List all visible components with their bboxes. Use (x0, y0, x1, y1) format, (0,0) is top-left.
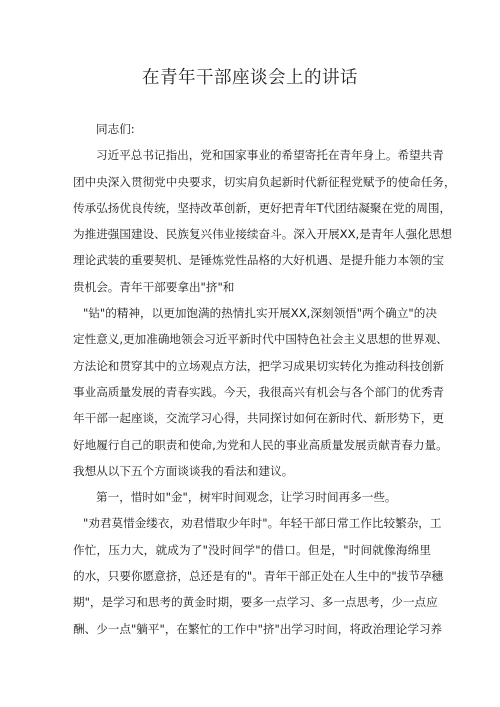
paragraph-line: 为推进强国建设、民族复兴伟业接续奋斗。深入开展XX,是青年人强化思想 (73, 227, 452, 242)
paragraph-line: 作忙，压力大，就成为了"没时间学"的借口。但是，"时间就像海绵里 (73, 542, 431, 557)
paragraph-line: 期"，是学习和思考的黄金时期，要多一点学习、多一点思考，少一点应 (73, 595, 438, 610)
salutation: 同志们: (96, 122, 135, 136)
paragraph-line: 事业高质量发展的青春实践。今天，我很高兴有机会与各个部门的优秀青 (73, 384, 445, 399)
paragraph-line: "钻"的精神，以更加饱满的热情扎实开展XX,深刻领悟"两个确立"的决 (83, 306, 437, 321)
paragraph-line: 年干部一起座谈，交流学习心得，共同探讨如何在新时代、新形势下，更 (73, 411, 445, 426)
paragraph-line: 习近平总书记指出，党和国家事业的希望寄托在青年身上。希望共青 (96, 148, 444, 163)
paragraph-line: 方法论和贯穿其中的立场观点方法，把学习成果切实转化为推动科技创新 (73, 358, 445, 373)
paragraph-line: 好地履行自己的职责和使命,为党和人民的事业高质量发展贡献青春力量。 (73, 437, 448, 452)
paragraph-line: 团中央深入贯彻党中央要求，切实肩负起新时代新征程党赋予的使命任务， (73, 174, 456, 189)
paragraph-line: 理论武装的重要契机、是锤炼党性品格的大好机遇、是提升能力本领的宝 (73, 253, 445, 268)
document-title: 在青年干部座谈会上的讲话 (142, 68, 358, 88)
document-body (73, 116, 456, 642)
paragraph-line: 传承弘扬优良传统，坚持改革创新，更好把青年T代团结凝聚在党的周围， (73, 200, 452, 215)
paragraph-line: "劝君莫惜金缕衣，劝君惜取少年时"。年轻干部日常工作比较繁杂，工 (83, 516, 442, 531)
paragraph-line: 我想从以下五个方面谈谈我的看法和建议。 (73, 463, 294, 478)
paragraph-line: 的水，只要你愿意挤，总还是有的"。青年干部正处在人生中的"拔节孕穗 (73, 569, 444, 584)
paragraph-line: 定性意义,更加准确地领会习近平新时代中国特色社会主义思想的世界观、 (73, 332, 448, 347)
paragraph-line: 贵机会。青年干部要拿出"挤"和 (73, 279, 235, 294)
section-heading: 第一，惜时如"金"，树牢时间观念，让学习时间再多一些。 (96, 490, 397, 505)
paragraph-line: 酬、少一点"躺平"，在繁忙的工作中"挤"出学习时间，将政治理论学习养 (73, 621, 443, 636)
